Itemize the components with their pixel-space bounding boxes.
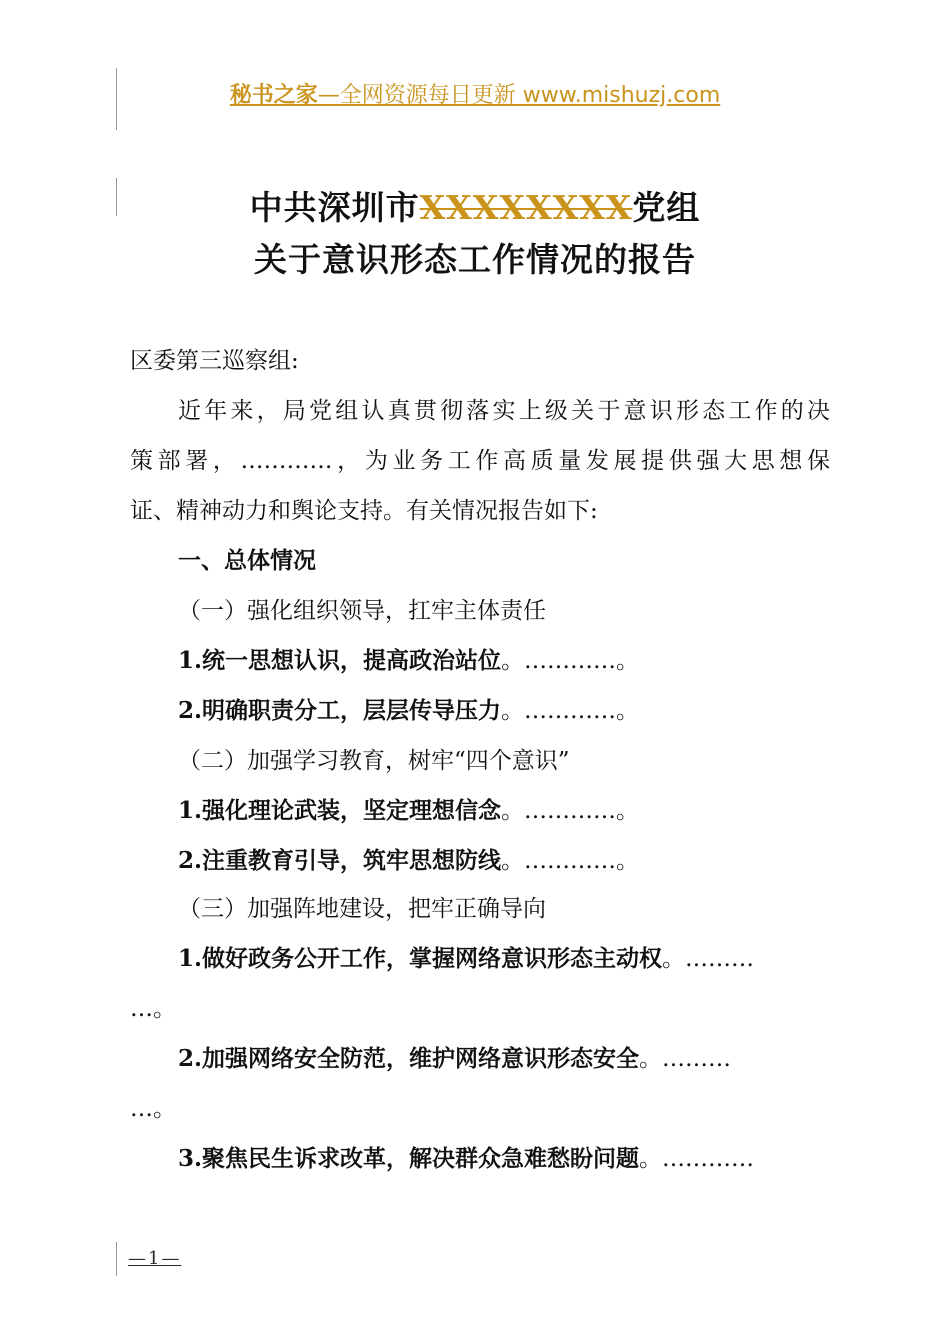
subsection-heading-2: （二）加强学习教育，树牢“四个意识” xyxy=(178,748,570,774)
item-title: 2.明确职责分工，层层传导压力 xyxy=(178,697,502,724)
list-item-3-3 xyxy=(178,1140,830,1173)
site-tagline-link[interactable]: —全网资源每日更新 www.mishuzj.com xyxy=(317,83,721,108)
title-prefix: 中共深圳市 xyxy=(249,188,420,227)
list-item-3-2-continued: …。 xyxy=(130,1096,176,1122)
site-header xyxy=(0,78,950,109)
item-title: 1.强化理论武装，坚定理想信念 xyxy=(178,797,502,824)
item-title: 2.加强网络安全防范，维护网络意识形态安全 xyxy=(178,1045,640,1072)
subsection-heading-1: （一）强化组织领导，扛牢主体责任 xyxy=(178,598,546,624)
item-body: 。…………。 xyxy=(501,648,640,674)
list-item-3-2 xyxy=(178,1040,830,1073)
page-number: —1— xyxy=(128,1248,182,1269)
margin-crop-mark xyxy=(116,1242,117,1276)
subsection-heading-3: （三）加强阵地建设，把牢正确导向 xyxy=(178,896,546,922)
list-item-3-1 xyxy=(178,940,830,973)
title-redacted-org: XXXXXXXX xyxy=(419,188,633,227)
document-title-line1 xyxy=(0,182,950,229)
list-item-3-1-continued: …。 xyxy=(130,996,176,1022)
salutation: 区委第三巡察组: xyxy=(130,348,299,374)
item-body: 。………… xyxy=(639,1146,755,1172)
site-brand[interactable]: 秘书之家 xyxy=(229,83,318,108)
list-item-1-2 xyxy=(178,692,830,725)
item-body: 。…………。 xyxy=(501,848,640,874)
item-body: 。…………。 xyxy=(501,798,640,824)
item-title: 3.聚焦民生诉求改革，解决群众急难愁盼问题 xyxy=(178,1145,640,1172)
item-body: 。…………。 xyxy=(501,698,640,724)
item-body: 。……… xyxy=(662,946,755,972)
intro-line-2: 策部署，…………，为业务工作高质量发展提供强大思想保 xyxy=(130,448,830,474)
document-title-line2: 关于意识形态工作情况的报告 xyxy=(254,240,696,279)
section-heading: 一、总体情况 xyxy=(178,547,316,574)
item-title: 1.统一思想认识，提高政治站位 xyxy=(178,647,502,674)
list-item-2-2 xyxy=(178,842,830,875)
intro-line-3: 证、精神动力和舆论支持。有关情况报告如下: xyxy=(130,498,598,524)
list-item-1-1 xyxy=(178,642,830,675)
item-body: 。……… xyxy=(639,1046,732,1072)
list-item-2-1 xyxy=(178,792,830,825)
item-title: 1.做好政务公开工作，掌握网络意识形态主动权 xyxy=(178,945,663,972)
intro-line-1: 近年来，局党组认真贯彻落实上级关于意识形态工作的决 xyxy=(178,398,830,424)
title-suffix: 党组 xyxy=(632,188,701,227)
item-title: 2.注重教育引导，筑牢思想防线 xyxy=(178,847,502,874)
